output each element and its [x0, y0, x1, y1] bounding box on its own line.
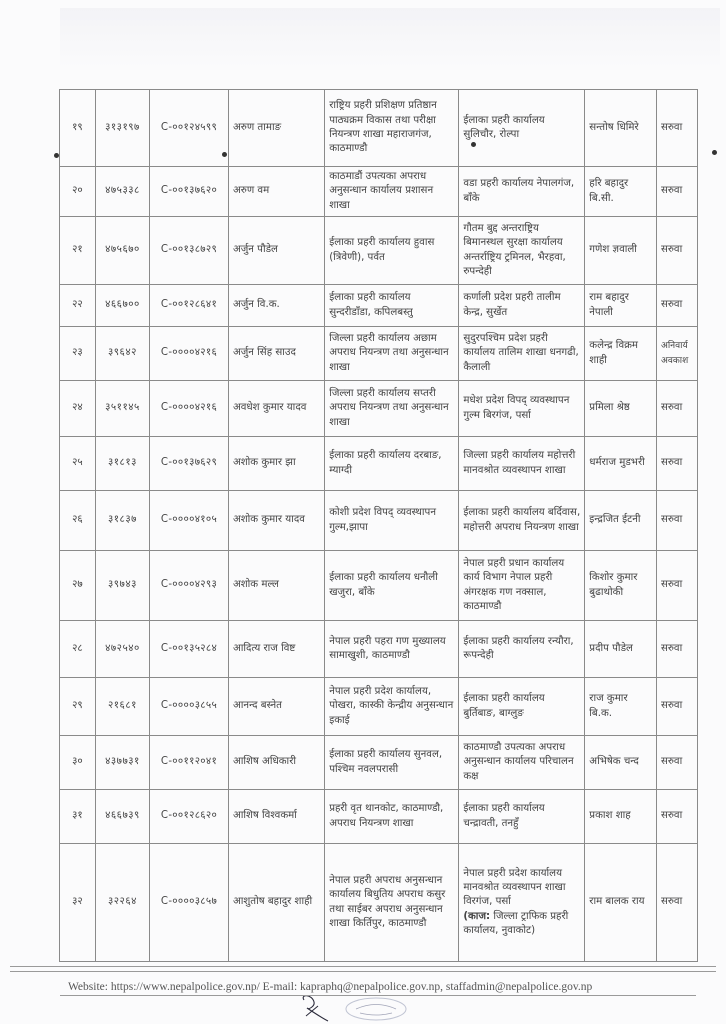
to-office-text: नेपाल प्रहरी प्रदेश कार्यालय मानवश्रोत व्यवस्थापन शाखा विरगंज, पर्सा — [463, 867, 566, 908]
serial-cell — [60, 678, 96, 736]
serial-text: १९ — [72, 121, 83, 133]
approver-cell — [585, 90, 657, 167]
from-office-text: काठमाडौं उपत्यका अपराध अनुसन्धान कार्यालय प्रशासन शाखा — [329, 171, 434, 211]
to-office-cell — [459, 437, 585, 491]
police-no-text: ३९६४२ — [107, 347, 137, 359]
from-office-text: राष्ट्रिय प्रहरी प्रशिक्षण प्रतिष्ठान पाठ्यक्रम विकास तथा परीक्षा नियन्त्रण शाखा महाराजगंज, काठमाण्डौ — [329, 100, 437, 155]
remarks-text: सरुवा — [660, 299, 683, 311]
code-text: C-००१२४५९९ — [160, 121, 218, 133]
code-cell — [150, 285, 229, 327]
from-office-cell — [325, 790, 459, 844]
serial-text: ३१ — [72, 810, 83, 822]
remarks-cell — [656, 678, 697, 736]
approver-cell — [585, 167, 657, 217]
police-no-text: ३१८३७ — [107, 514, 137, 526]
name-text: आशिष विश्वकर्मा — [232, 810, 297, 822]
code-text: C-००००४२१६ — [160, 402, 218, 414]
remarks-text: सरुवा — [660, 810, 683, 822]
approver-text: कलेन्द्र विक्रम शाही — [589, 340, 639, 366]
from-office-cell — [325, 437, 459, 491]
official-seal — [300, 996, 420, 1022]
to-office-text: ईलाका प्रहरी कार्यालय चन्द्रावती, तनहुँ — [463, 803, 545, 829]
police-no-cell — [95, 491, 149, 551]
transfer-table — [59, 89, 698, 962]
name-cell — [228, 736, 324, 790]
police-no-cell — [95, 90, 149, 167]
approver-text: प्रमिला श्रेष्ठ — [589, 402, 630, 414]
name-text: आनन्द बस्नेत — [232, 700, 282, 712]
to-office-text: नेपाल प्रहरी प्रधान कार्यालय कार्य विभाग नेपाल प्रहरी अंगरक्षक गण नक्साल, काठमाण्डौ — [463, 557, 565, 612]
serial-cell — [60, 844, 96, 962]
remarks-text: सरुवा — [660, 896, 683, 908]
code-cell — [150, 167, 229, 217]
code-text: C-००००४१०५ — [160, 514, 218, 526]
name-text: अर्जुन सिंह साउद — [232, 347, 296, 359]
code-text: C-००००३८५७ — [160, 896, 218, 908]
bleed-through-shadow — [60, 8, 720, 68]
approver-text: किशोर कुमार बुढाथोकी — [589, 572, 638, 598]
from-office-cell — [325, 551, 459, 621]
to-office-text: काठमाण्डौ उपत्यका अपराध अनुसन्धान कार्यालय परिचालन कक्ष — [463, 742, 574, 782]
approver-cell — [585, 381, 657, 437]
serial-cell — [60, 491, 96, 551]
approver-cell — [585, 491, 657, 551]
serial-text: ३० — [72, 756, 83, 768]
code-cell — [150, 844, 229, 962]
serial-text: २१ — [72, 244, 83, 256]
from-office-cell — [325, 167, 459, 217]
approver-text: प्रकाश शाह — [589, 810, 631, 822]
police-no-cell — [95, 844, 149, 962]
name-cell — [228, 167, 324, 217]
from-office-text: ईलाका प्रहरी कार्यालय हुवास (त्रिवेणी), पर्वत — [329, 237, 435, 263]
serial-text: २९ — [72, 700, 83, 712]
approver-text: इन्द्रजित ईटनी — [589, 514, 641, 526]
police-no-text: २१६८१ — [107, 700, 137, 712]
code-text: C-००००३८५५ — [160, 700, 218, 712]
code-cell — [150, 437, 229, 491]
name-cell — [228, 551, 324, 621]
table-row — [60, 437, 698, 491]
approver-text: प्रदीप पौडेल — [589, 642, 633, 654]
approver-text: सन्तोष धिमिरे — [589, 121, 639, 133]
police-no-cell — [95, 790, 149, 844]
name-cell — [228, 844, 324, 962]
approver-cell — [585, 551, 657, 621]
name-text: अशोक कुमार झा — [232, 457, 296, 469]
police-no-cell — [95, 285, 149, 327]
serial-cell — [60, 621, 96, 678]
table-row — [60, 621, 698, 678]
to-office-cell — [459, 736, 585, 790]
approver-cell — [585, 437, 657, 491]
remarks-text: सरुवा — [660, 121, 683, 133]
police-no-cell — [95, 551, 149, 621]
scan-dot — [712, 150, 717, 155]
code-cell — [150, 621, 229, 678]
table-row — [60, 217, 698, 285]
name-text: अशोक मल्ल — [232, 579, 279, 591]
name-cell — [228, 90, 324, 167]
serial-text: २७ — [72, 579, 83, 591]
serial-text: २८ — [72, 642, 83, 654]
police-no-cell — [95, 217, 149, 285]
from-office-cell — [325, 217, 459, 285]
code-cell — [150, 381, 229, 437]
approver-cell — [585, 621, 657, 678]
remarks-text: सरुवा — [660, 402, 683, 414]
police-no-cell — [95, 167, 149, 217]
code-text: C-००१३५२८४ — [160, 642, 218, 654]
serial-cell — [60, 736, 96, 790]
serial-cell — [60, 167, 96, 217]
code-text: C-००००४२९३ — [160, 579, 218, 591]
code-cell — [150, 217, 229, 285]
remarks-cell — [656, 551, 697, 621]
from-office-cell — [325, 491, 459, 551]
table-row — [60, 491, 698, 551]
serial-cell — [60, 381, 96, 437]
to-office-text: ईलाका प्रहरी कार्यालय बुर्तिबाङ, बाग्लुङ — [463, 693, 545, 719]
name-text: अर्जुन वि.क. — [232, 299, 280, 311]
name-cell — [228, 678, 324, 736]
remarks-cell — [656, 437, 697, 491]
code-text: C-००१२८६२० — [160, 810, 218, 822]
code-text: C-००१३७६२९ — [160, 457, 218, 469]
code-text: C-००१३७६२० — [160, 185, 218, 197]
remarks-text: सरुवा — [660, 579, 683, 591]
remarks-text: सरुवा — [660, 244, 683, 256]
from-office-cell — [325, 285, 459, 327]
serial-text: ३२ — [72, 896, 83, 908]
name-text: अवधेश कुमार यादव — [232, 402, 307, 414]
police-no-text: ४६६७३९ — [105, 810, 140, 822]
name-text: अशोक कुमार यादव — [232, 514, 305, 526]
code-text: C-००१२८६४१ — [160, 299, 218, 311]
serial-cell — [60, 551, 96, 621]
code-cell — [150, 491, 229, 551]
approver-cell — [585, 217, 657, 285]
serial-cell — [60, 217, 96, 285]
remarks-cell — [656, 90, 697, 167]
table-row — [60, 844, 698, 962]
name-cell — [228, 491, 324, 551]
police-no-cell — [95, 621, 149, 678]
approver-text: राज कुमार बि.क. — [589, 693, 628, 719]
police-no-cell — [95, 437, 149, 491]
table-row — [60, 790, 698, 844]
serial-cell — [60, 790, 96, 844]
police-no-cell — [95, 381, 149, 437]
remarks-cell — [656, 327, 697, 381]
serial-text: २६ — [72, 514, 83, 526]
name-cell — [228, 327, 324, 381]
table-row — [60, 285, 698, 327]
police-no-cell — [95, 678, 149, 736]
serial-cell — [60, 327, 96, 381]
name-cell — [228, 790, 324, 844]
deputation-label: (काज: — [463, 910, 491, 922]
police-no-text: ३१३१९७ — [105, 121, 140, 133]
remarks-cell — [656, 381, 697, 437]
to-office-cell — [459, 621, 585, 678]
remarks-text: अनिवार्य अवकाश — [660, 341, 689, 366]
code-text: C-००११२०४१ — [160, 756, 218, 768]
police-no-text: ३१८१३ — [107, 457, 137, 469]
serial-cell — [60, 437, 96, 491]
table-row — [60, 167, 698, 217]
to-office-cell — [459, 491, 585, 551]
name-text: अरुण वम — [232, 185, 270, 197]
serial-text: २४ — [72, 402, 83, 414]
approver-text: हरि बहादुर बि.सी. — [589, 178, 629, 204]
from-office-text: ईलाका प्रहरी कार्यालय धनौली खजुरा, बाँके — [329, 572, 438, 598]
police-no-cell — [95, 327, 149, 381]
remarks-cell — [656, 285, 697, 327]
approver-text: राम बालक राय — [589, 896, 645, 908]
approver-text: गणेश ज्ञवाली — [589, 244, 637, 256]
approver-cell — [585, 327, 657, 381]
from-office-cell — [325, 621, 459, 678]
from-office-cell — [325, 381, 459, 437]
from-office-text: नेपाल प्रहरी प्रदेश कार्यालय, पोखरा, कास्की केन्द्रीय अनुसन्धान इकाई — [329, 686, 454, 726]
police-no-text: ३९७४३ — [107, 579, 137, 591]
to-office-cell — [459, 844, 585, 962]
from-office-cell — [325, 736, 459, 790]
name-cell — [228, 381, 324, 437]
from-office-text: जिल्ला प्रहरी कार्यालय सप्तरी अपराध नियन्त्रण तथा अनुसन्धान शाखा — [329, 388, 449, 428]
remarks-cell — [656, 844, 697, 962]
code-text: C-००००४२१६ — [160, 347, 218, 359]
from-office-cell — [325, 90, 459, 167]
police-no-text: ४७२५४० — [105, 642, 140, 654]
footer-rule — [60, 995, 696, 996]
name-text: अरुण तामाङ — [232, 121, 282, 133]
table-row — [60, 736, 698, 790]
code-cell — [150, 90, 229, 167]
name-text: आशुतोष बहादुर शाही — [232, 896, 313, 908]
name-cell — [228, 437, 324, 491]
to-office-text: ईलाका प्रहरी कार्यालय सुलिचौर, रोल्पा — [463, 114, 545, 140]
remarks-text: सरुवा — [660, 514, 683, 526]
from-office-text: ईलाका प्रहरी कार्यालय सुन्दरीडाँडा, कपिलबस्तु — [329, 292, 413, 318]
approver-cell — [585, 844, 657, 962]
to-office-cell — [459, 678, 585, 736]
table-row — [60, 551, 698, 621]
table-row — [60, 381, 698, 437]
serial-cell — [60, 90, 96, 167]
from-office-cell — [325, 844, 459, 962]
to-office-cell — [459, 790, 585, 844]
table-row — [60, 90, 698, 167]
deputation-note: जिल्ला ट्राफिक प्रहरी कार्यालय, नुवाकोट) — [463, 910, 569, 936]
from-office-text: जिल्ला प्रहरी कार्यालय अछाम अपराध नियन्त्रण तथा अनुसन्धान शाखा — [329, 333, 449, 373]
serial-text: २५ — [72, 457, 83, 469]
serial-text: २२ — [72, 299, 83, 311]
to-office-text: गौतम बुद्द अन्तराष्ट्रिय बिमानस्थल सुरक्षा कार्यालय अन्तर्राष्ट्रिय ट्रमिनल, भैरहवा, रुपन्देही — [463, 222, 566, 277]
from-office-text: प्रहरी वृत थानकोट, काठमाण्डौ, अपराध नियन्त्रण शाखा — [329, 803, 444, 829]
code-text: C-००१३८७२९ — [160, 244, 218, 256]
to-office-text: सुदुरपश्चिम प्रदेश प्रहरी कार्यालय तालिम शाखा धनगढी, कैलाली — [463, 333, 579, 373]
from-office-text: नेपाल प्रहरी पहरा गण मुख्यालय सामाखुशी, काठमाण्डौ — [329, 635, 446, 661]
remarks-cell — [656, 621, 697, 678]
to-office-text: जिल्ला प्रहरी कार्यालय महोत्तरी मानवश्रोत व्यवस्थापन शाखा — [463, 450, 576, 476]
police-no-text: ३२२६४ — [107, 896, 137, 908]
approver-text: धर्मराज मुडभरी — [589, 457, 645, 469]
to-office-text: ईलाका प्रहरी कार्यालय बर्दिवास, महोत्तरी अपराध नियन्त्रण शाखा — [463, 507, 581, 533]
table-row — [60, 327, 698, 381]
to-office-text: ईलाका प्रहरी कार्यालय रन्यौरा, रूपन्देही — [463, 635, 574, 661]
from-office-text: नेपाल प्रहरी अपराध अनुसन्धान कार्यालय बिधुतिय अपराध कसुर तथा साईबर अपराध अनुसन्धान शाखा किर्तिपुर, काठमाण्डौ — [329, 874, 446, 929]
code-cell — [150, 327, 229, 381]
name-cell — [228, 217, 324, 285]
police-no-cell — [95, 736, 149, 790]
serial-cell — [60, 285, 96, 327]
to-office-cell — [459, 551, 585, 621]
to-office-cell — [459, 327, 585, 381]
remarks-cell — [656, 491, 697, 551]
remarks-cell — [656, 790, 697, 844]
name-cell — [228, 621, 324, 678]
from-office-text: कोशी प्रदेश विपद् व्यवस्थापन गुल्म,झापा — [329, 507, 436, 533]
police-no-text: ४७५६७० — [105, 244, 140, 256]
police-no-text: ३५११४५ — [105, 402, 140, 414]
approver-text: राम बहादुर नेपाली — [589, 292, 629, 318]
code-cell — [150, 736, 229, 790]
footer-contact: Website: https://www.nepalpolice.gov.np/ E-mail: kapraphq@nepalpolice.gov.np, staffadmin@nepalpolice.gov.np — [68, 981, 593, 993]
to-office-cell — [459, 90, 585, 167]
to-office-text: वडा प्रहरी कार्यालय नेपालगंज, बाँके — [463, 178, 575, 204]
remarks-text: सरुवा — [660, 700, 683, 712]
name-text: आशिष अधिकारी — [232, 756, 296, 768]
to-office-cell — [459, 167, 585, 217]
police-no-text: ४६६७०० — [105, 299, 140, 311]
remarks-text: सरुवा — [660, 642, 683, 654]
name-text: आदित्य राज विष्ट — [232, 642, 296, 654]
approver-text: अभिषेक चन्द — [589, 756, 639, 768]
approver-cell — [585, 285, 657, 327]
to-office-cell — [459, 217, 585, 285]
police-no-text: ४७५३३८ — [105, 185, 140, 197]
remarks-cell — [656, 736, 697, 790]
approver-cell — [585, 736, 657, 790]
to-office-text: कर्णाली प्रदेश प्रहरी तालीम केन्द्र, सुर्खेत — [463, 292, 561, 318]
table-row — [60, 678, 698, 736]
serial-text: २३ — [72, 347, 83, 359]
footer-rule — [10, 966, 716, 967]
from-office-cell — [325, 678, 459, 736]
remarks-text: सरुवा — [660, 457, 683, 469]
serial-text: २० — [72, 185, 83, 197]
from-office-cell — [325, 327, 459, 381]
code-cell — [150, 678, 229, 736]
approver-cell — [585, 678, 657, 736]
remarks-cell — [656, 217, 697, 285]
remarks-text: सरुवा — [660, 756, 683, 768]
name-text: अर्जुन पौडेल — [232, 244, 278, 256]
from-office-text: ईलाका प्रहरी कार्यालय दरबाङ, म्याग्दी — [329, 450, 442, 476]
from-office-text: ईलाका प्रहरी कार्यालय सुनवल, पश्चिम नवलपरासी — [329, 749, 443, 775]
approver-cell — [585, 790, 657, 844]
code-cell — [150, 551, 229, 621]
remarks-text: सरुवा — [660, 185, 683, 197]
to-office-text: मधेश प्रदेश विपद् व्यवस्थापन गुल्म बिरगंज, पर्सा — [463, 395, 570, 421]
name-cell — [228, 285, 324, 327]
code-cell — [150, 790, 229, 844]
to-office-cell — [459, 285, 585, 327]
to-office-cell — [459, 381, 585, 437]
footer-rule — [10, 971, 716, 972]
remarks-cell — [656, 167, 697, 217]
police-no-text: ४३७७३१ — [105, 756, 140, 768]
